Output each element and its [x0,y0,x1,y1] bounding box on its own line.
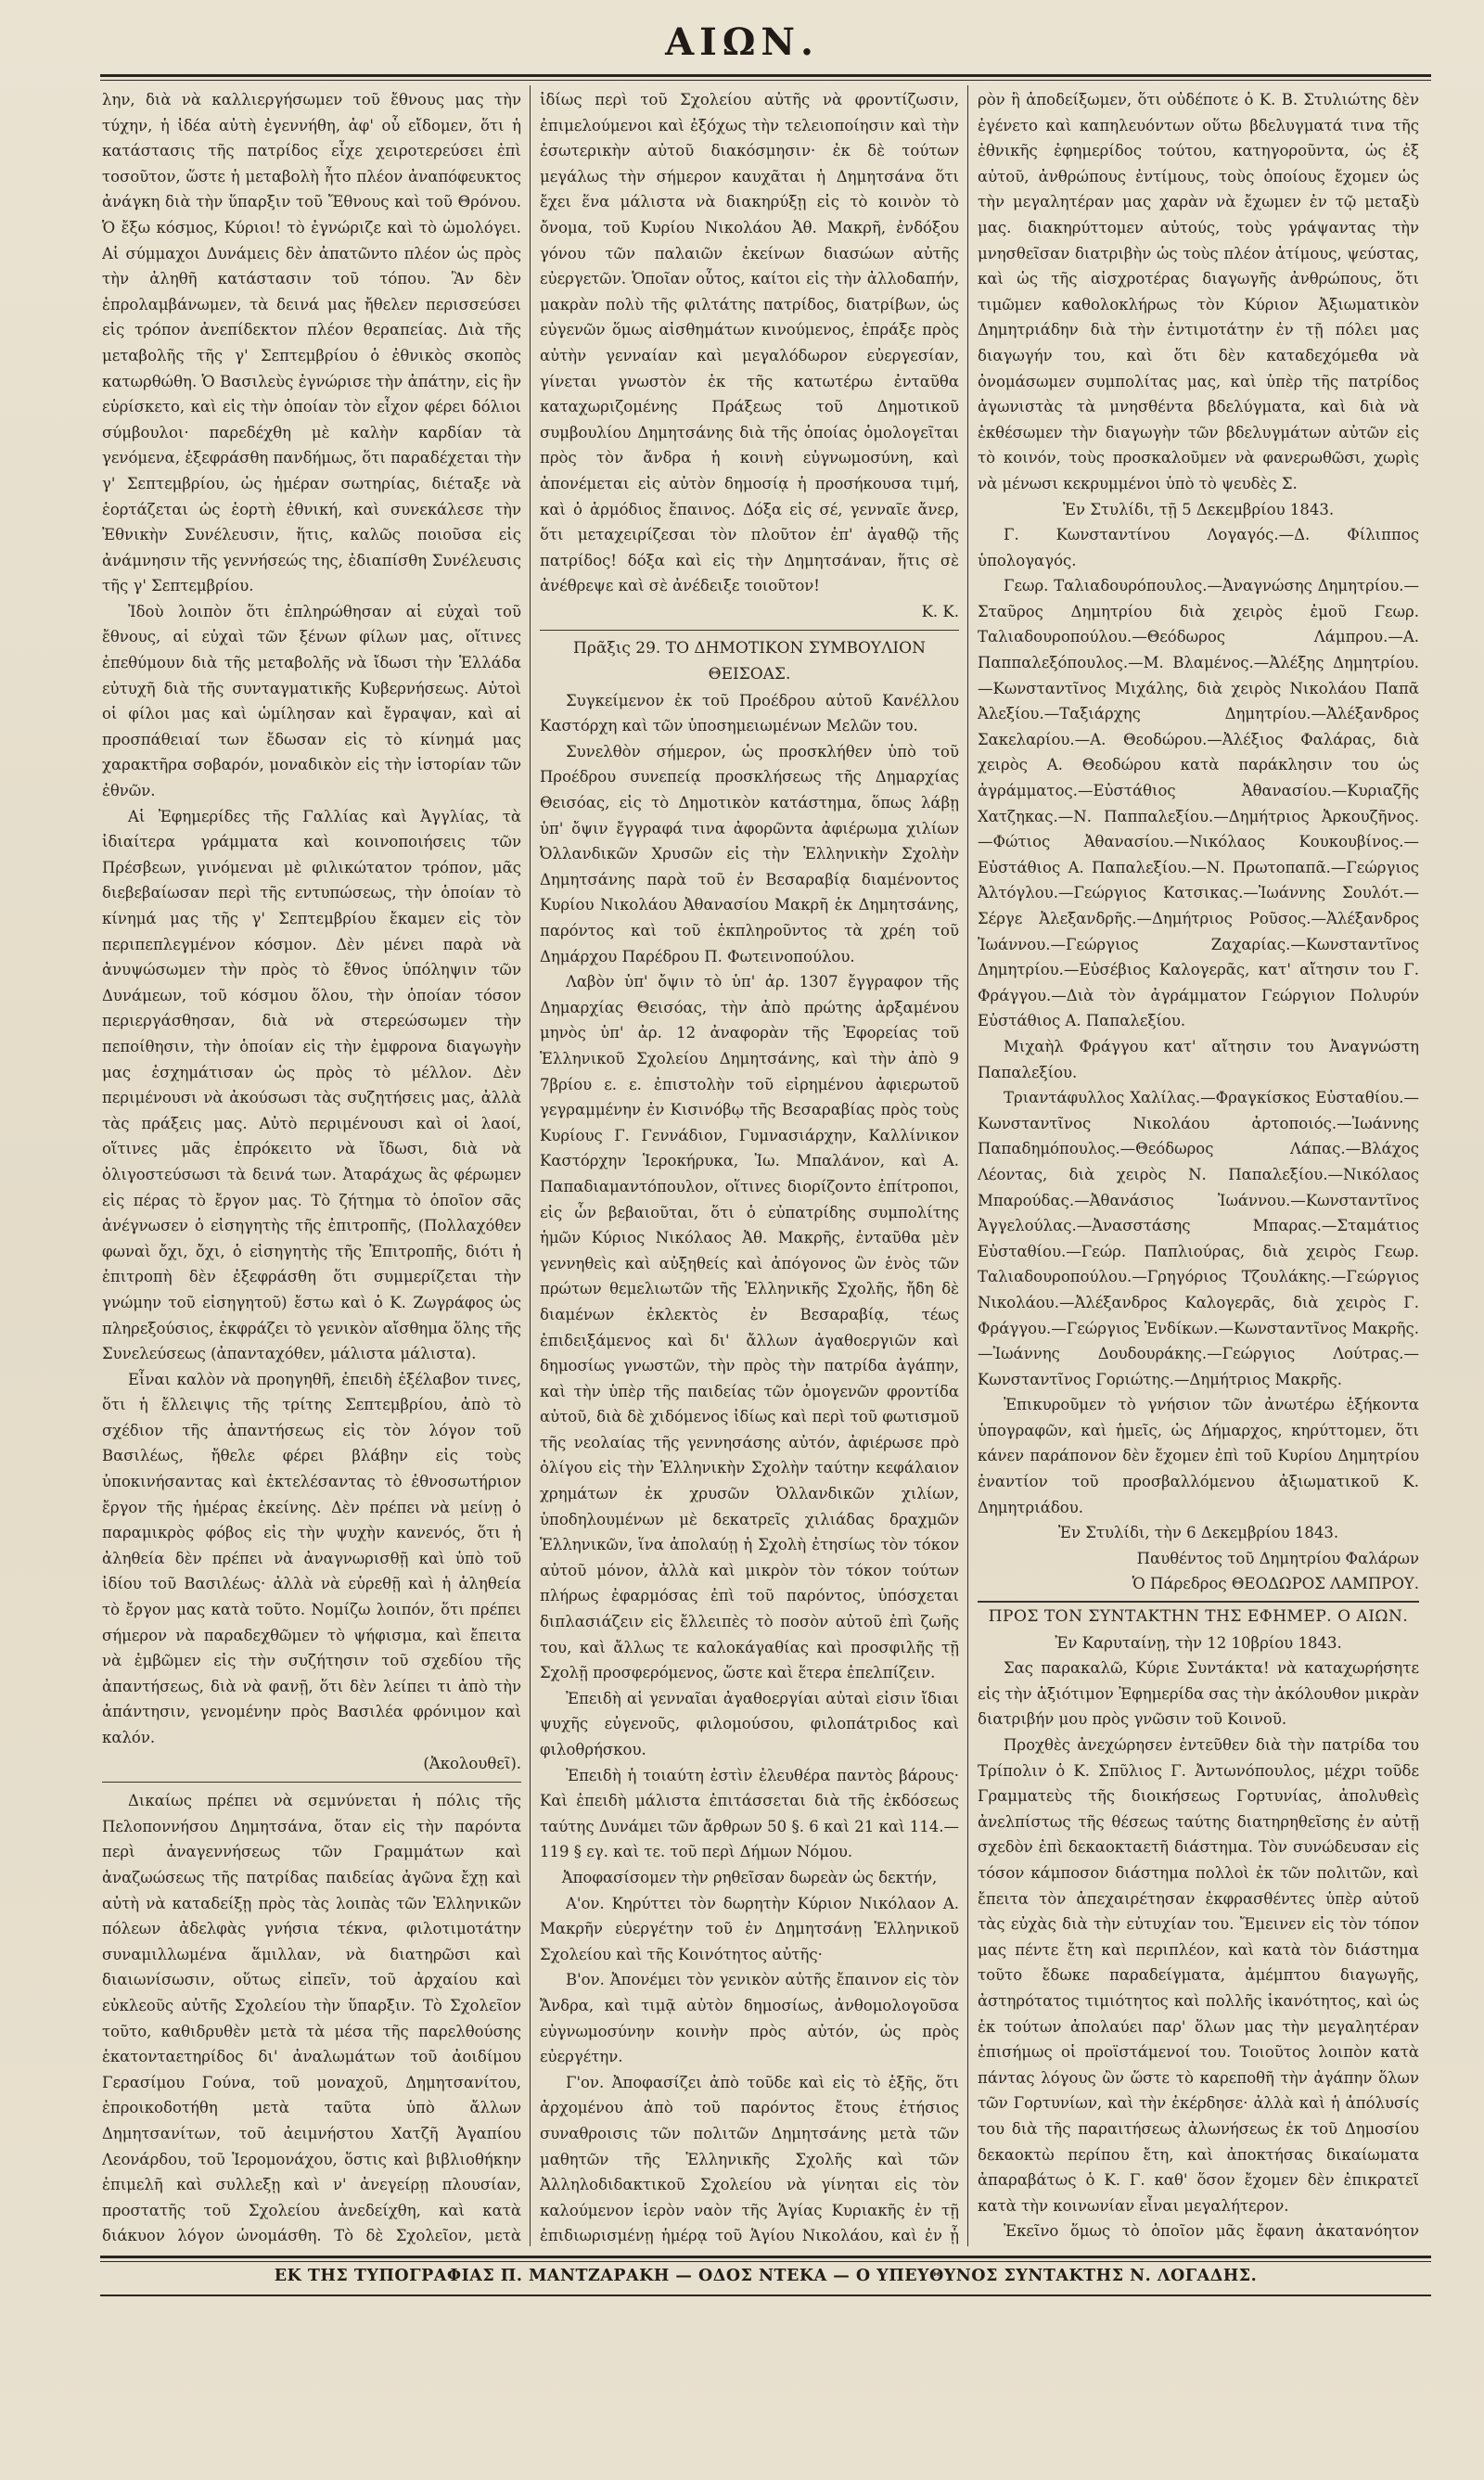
act-para: Γ'ον. Ἀποφασίζει ἀπὸ τοῦδε καὶ εἰς τὸ ἑξῆς, ὅτι ἀρχομένου ἀπὸ τοῦ παρόντος ἔτους ἐτήσιος συναθροισις τῶν πολιτῶν Δημητσάνης μετὰ τῶν μαθητῶν τῆς Ἑλληνικῆς Σχολῆς καὶ τῶν Ἀλληλοδιδακτικοῦ Σχολείου νὰ γίνηται εἰς τὸν καλούμενον ἱερὸν ναὸν τῆς Ἁγίας Κυριακῆς ἐν τῇ ἐπιδιωρισμένῃ ἡμέρᾳ τοῦ Ἁγίου Νικολάου, καὶ ἐν ᾗ [540,2073,959,2245]
letter-title: ΠΡΟΣ ΤΟΝ ΣΥΝΤΑΚΤΗΝ ΤΗΣ ΕΦΗΜΕΡ. Ο ΑΙΩΝ. [988,1607,1409,1627]
column-2 [540,87,959,2246]
col3-intro-date: Ἐν Στυλίδι, τῇ 5 Δεκεμβρίου 1843. [1062,500,1335,518]
certification-date: Ἐν Στυλίδι, τὴν 6 Δεκεμβρίου 1843. [1057,1524,1339,1542]
col1-para: Δικαίως πρέπει νὰ σεμνύνεται ἡ πόλις τῆς Πελοποννήσου Δημητσάνα, ὅταν εἰς τὴν παρόντα περὶ ἀναγεννήσεως τῶν Γραμμάτων καὶ ἀναζωώσεως τῆς πατρίδας παιδείας ἀγῶνα ἔχῃ καὶ αὐτὴ νὰ καταδείξῃ πρὸς τὰς λοιπὰς τῶν Ἑλληνικῶν πόλεων ἀδελφὰς γνήσια τέκνα, φιλοτιμοτάτην συναμιλλωμένα ἅμιλλαν, νὰ διατηρῶσι καὶ διαιωνίσωσιν, οὕτως εἰπεῖν, τοῦ ἀρχαίου καὶ εὐκλεοῦς αὐτῆς Σχολείου τὴν ὕπαρξιν. Τὸ Σχολεῖον τοῦτο, καθιδρυθὲν μετὰ τὰ μέσα τῆς παρελθούσης ἑκατονταετηρίδος δι' ἀναλωμάτων τοῦ ἀοιδίμου Γερασίμου Γούνα, τοῦ μοναχοῦ, Δημητσανίτου, ἐπροικοδοτήθη μετὰ ταῦτα ὑπὸ ἄλλων Δημητσανίτων, τοῦ ἀειμνήστου Χατζῆ Ἀγαπίου Λεονάρδου, τοῦ Ἱερομονάχου, ὅστις καὶ βιβλιοθήκην ἐπιμελῆ καὶ συλλεξῃ καὶ ν' ἀνεγείρῃ πλουσίαν, προστατῆς τοῦ Σχολείου ἀνεδείχθη, καὶ κατὰ διάκυον λόγον ὡνομάσθη. Τὸ δὲ Σχολεῖον, μετὰ [102,1792,521,2245]
footer-rule-bottom [100,2295,1431,2296]
top-rule-thin [100,80,1431,81]
letter-date: Ἐν Καρυταίνῃ, τὴν 12 10βρίου 1843. [1055,1633,1342,1652]
letter-para: Προχθὲς ἀνεχώρησεν ἐντεῦθεν διὰ τὴν πατρίδα του Τρίπολιν ὁ Κ. Σπῦλιος Γ. Ἀντωνόπουλος, μέχρι τοῦδε Γραμματεὺς τῆς διοικήσεως Γορτυνίας, ἀπολυθεὶς ἀνελπίστως τῆς θέσεως ταύτης διατηρηθεῖσης ἐν αὐτῇ σχεδὸν ἐπὶ δεκαοκταετῆ διάστημα. Τὸν συνώδευσαν εἰς τόσον κάμποσον διάστημα πολλοὶ ἐκ τῶν πολιτῶν, καὶ ἔπειτα τὸν ἀπεχαιρέτησαν ἐκφρασθέντες ὑπὲρ αὐτοῦ τὰς εὐχὰς διὰ τὴν εὐτυχίαν του. Ἔμεινεν εἰς τὸν τόπον μας πέντε ἔτη καὶ περιπλέον, καὶ κατὰ τὸν διάστημα τοῦτο ἔδωκε παραδείγματα, ἀμέμπτου διαγωγῆς, ἀστηρότατος τιμιότητος καὶ πολλῆς ἱκανότητος, καὶ ὡς ἐκ τούτων ἀπολαύει παρ' ὅλων μας τὴν μεγαλητέραν ἐπισήμως οἱ προϊστάμενοί του. Τοιοῦτος λοιπὸν κατὰ πάντας λόγους ὢν ὥστε τὸ καρεποθῆ τὴν ἀγάπην ὅλων τῶν Γορτυνίων, καὶ τὴν ἐκέρδησε· ἀλλὰ καὶ ἡ ἀπόλυσίς του διὰ τῆς παραιτήσεως ἀλωνήσεως ἐκ τοῦ Δημοσίου δεκαοκτὼ περίπου ἔτη, καὶ ἀποκτήσας δικαίωματα ἀπαραβάτως ὁ Κ. Γ. καθ' ὅσον ἔχομεν δὲν ἐπικρατεῖ κατὰ τὴν κοινωνίαν εἶναι μεγαλήτερον. [978,1736,1419,2215]
column-3 [978,87,1419,2246]
col1-para: λην, διὰ νὰ καλλιεργήσωμεν τοῦ ἔθνους μας τὴν τύχην, ἡ ἰδέα αὐτὴ ἐγεννήθη, ἀφ' οὗ εἴδομεν, ὅτι ἡ κατάστασις τῆς πατρίδος εἶχε χειροτερεύσει ἐπὶ τοσοῦτον, ὥστε ἡ μεταβολὴ ἦτο πλέον ἀναπόφευκτος ἀνάγκη διὰ τὴν ὕπαρξιν τοῦ Ἔθνους καὶ τοῦ Θρόνου. Ὁ ἔξω κόσμος, Κύριοι! τὸ ἐγνώριζε καὶ τὸ ὡμολόγει. Αἱ σύμμαχοι Δυνάμεις δὲν ἀπατῶντο πλέον ὡς πρὸς τὴν ἀληθῆ κατάστασιν τοῦ τόπου. Ἂν δὲν ἐπρολαμβάνωμεν, τὰ δεινά μας ἤθελεν περισσεύσει εἰς τρόπον ἀνεπίδεκτον πλέον θεραπείας. Διὰ τῆς μεταβολῆς τῆς γ' Σεπτεμβρίου ὁ ἐθνικὸς σκοπὸς κατωρθώθη. Ὁ Βασιλεὺς ἐγνώρισε τὴν ἀπάτην, εἰς ἣν εὑρίσκετο, καὶ εἰς τὴν ὁποίαν τὸν εἶχον φέρει δόλιοι σύμβουλοι· παρεδέχθη μὲ καλὴν καρδίαν τὰ γενόμενα, ἐξεφράσθη πανδήμως, ὅτι παραδέχεται τὴν γ' Σεπτεμβρίου, ὡς ἡμέραν σωτηρίας, διέταξε νὰ ἑορτάζεται ὡς ἑορτὴ ἐθνική, καὶ συνεκάλεσε τὴν Ἐθνικὴν Συνέλευσιν, ἥτις, καλῶς ποιοῦσα εἰς ἀνάμνησιν τῆς γεννήσεώς της, ἐδιαπίσθη Συνέλευσις τῆς γ' Σεπτεμβρίου. [102,91,521,595]
act-para: Συνελθὸν σήμερον, ὡς προσκλήθεν ὑπὸ τοῦ Προέδρου συνεπείᾳ προσκλήσεως τῆς Δημαρχίας Θεισόας, εἰς τὸ Δημοτικὸν κατάστημα, ὅπως λάβῃ ὑπ' ὄψιν ἔγγραφά τινα ἀφορῶντα ἀφιέρωμα χιλίων Ὀλλανδικῶν Χρυσῶν εἰς τὴν Ἑλληνικὴν Σχολὴν Δημητσάνης παρὰ τοῦ ἐν Βεσαραβίᾳ διαμένοντος Κυρίου Νικολάου Ἀθανασίου Μακρῆ ἐκ Δημητσάνης, παρόντος καὶ τοῦ ἐκπληροῦντος τὰ χρέη τοῦ Δημάρχου Παρέδρου Π. Φωτεινοπούλου. [540,742,959,965]
imprint-footer: ΕΚ ΤΗΣ ΤΥΠΟΓΡΑΦΙΑΣ Π. ΜΑΝΤΖΑΡΑΚΗ — ΟΔΟΣ ΝΤΕΚΑ — Ο ΥΠΕΥΘΥΝΟΣ ΣΥΝΤΑΚΤΗΣ Ν. ΛΟΓΑΔΗΣ. [274,2267,1258,2285]
paredros-line: Ὁ Πάρεδρος ΘΕΟΔΩΡΟΣ ΛΑΜΠΡΟΥ. [1132,1575,1419,1593]
act-title: Πρᾶξις 29. ΤΟ ΔΗΜΟΤΙΚΟΝ ΣΥΜΒΟΥΛΙΟΝ ΘΕΙΣΟΑΣ. [573,639,926,684]
col1-para: Εἶναι καλὸν νὰ προηγηθῆ, ἐπειδὴ ἐξέλαβον τινες, ὅτι ἡ ἔλλειψις τῆς τρίτης Σεπτεμβρίου, ἀπὸ τὸ σχέδιον τῆς ἀπαντήσεως εἰς τὸν λόγον τοῦ Βασιλέως, ἤθελε φέρει βλάβην εἰς τοὺς ὑποκινήσαντας καὶ ἐκτελέσαντας τὸ ἐθνοσωτήριον ἔργον τῆς ἡμέρας ἐκείνης. Δὲν πρέπει νὰ μείνῃ ὁ παραμικρὸς φόβος εἰς τὴν ψυχὴν κανενός, ὅτι ἡ ἀληθεία δὲν πρέπει νὰ ἀναγνωρισθῇ καὶ ὑπὸ τοῦ ἰδίου τοῦ Βασιλέως· ἀλλὰ νὰ εὑρεθῇ καὶ ἡ ἀληθεία τὸ ἔργον μας κατὰ τοῦτο. Νομίζω λοιπόν, ὅτι πρέπει σήμερον νὰ παραδεχθῶμεν τὸ ψήφισμα, καὶ ἔπειτα νὰ ἐμβῶμεν εἰς τὴν συζήτησιν τοῦ σχεδίου τῆς ἀπαντήσεως, διὰ νὰ φανῇ, ὅτι δὲν λείπει τι ἀπὸ τὴν ἀπάντησιν, γενομένην πρὸς Βασιλέα φρόνιμον καὶ καλόν. [102,1370,521,1746]
signature-line: Μιχαὴλ Φράγγου κατ' αἴτησιν του Ἀναγνώστη Παπαλεξίου. [978,1037,1419,1081]
act-para: Λαβὸν ὑπ' ὄψιν τὸ ὑπ' ἀρ. 1307 ἔγγραφον τῆς Δημαρχίας Θεισόας, τὴν ἀπὸ πρώτης ἀρξαμένου μηνὸς ὑπ' ἀρ. 12 ἀναφορὰν τῆς Ἐφορείας τοῦ Ἑλληνικοῦ Σχολείου Δημητσάνης, καὶ τὴν ἀπὸ 9 7βρίου ε. ε. ἐπιστολὴν τοῦ εἰρημένου ἀφιερωτοῦ γεγραμμένην ἐν Κισινόβῳ τῆς Βεσαραβίας πρὸς τοὺς Κυρίους Γ. Γεννάδιον, Γυμνασιάρχην, Καλλίνικον Καστόρχην Ἱεροκήρυκα, Ἰω. Μπαλάνον, καὶ Α. Παπαδιαμαντόπουλον, οἵτινες διορίζοντο ἐπίτροποι, εἰς ὧν βεβαιοῦται, ὅτι ὁ εὐπατρίδης συμπολίτης ἡμῶν Κύριος Νικόλαος Ἀθ. Μακρῆς, ἐνταῦθα μὲν γεννηθεὶς καὶ αὐξηθείς καὶ ἀπόγονος ὢν ἑνὸς τῶν πρώτων θεμελιωτῶν τῆς Ἑλληνικῆς Σχολῆς, ἤδη δὲ διαμένων ἐκλεκτὸς ἐν Βεσαραβίᾳ, τέως ἐπιδειξάμενος καὶ δι' ἄλλων ἀγαθοεργιῶν καὶ δημοσίως γνωστῶν, τὴν πρὸς τὴν πατρίδα ἀγάπην, καὶ τὴν ὑπὲρ τῆς παιδείας τῶν ὁμογενῶν φροντίδα αὐτοῦ, διὰ δὲ χιδόμενος ἰδίως καὶ περὶ τοῦ φωτισμοῦ τῆς νεολαίας τῆς γεννησάσης αὐτόν, ἀφιέρωσε πρὸ ὀλίγου εἰς τὴν Ἑλληνικὴν Σχολὴν ταύτην κεφάλαιον χρημάτων ἐκ χρυσῶν Ὀλλανδικῶν χιλίων, ὑποδηλουμένων μὲ δεκατρεῖς χιλιάδας δραχμῶν Ἑλληνικῶν, ἵνα ἀπολαύῃ ἡ Σχολὴ ἐτησίως τὸν τόκον αὐτοῦ μόνον, ἀλλὰ καὶ μικρὸν τὸν τόκον τούτων πλήρως ἐφαρμόσας ἐπὶ τοῦ παρόντος, ὑπόσχεται διπλασιάζειν εἰς ἔλλειπὲς τὸ ποσὸν αὐτοῦ ἐπὶ ζωῆς του, καὶ ἄλλως τε καλοκάγαθίας καὶ προσφιλῆς τῇ Σχολῇ προσφερόμενος, ὥστε καὶ ἕτερα ἐπελπίζειν. [540,973,959,1682]
certification-para: Ἐπικυροῦμεν τὸ γνήσιον τῶν ἀνωτέρω ἑξήκοντα ὑπογραφῶν, καὶ ἡμεῖς, ὡς Δήμαρχος, κηρύττομεν, ὅτι κάνεν παράπονον δὲν ἔχομεν ἐπὶ τοῦ Κυρίου Δημητρίου ἐναντίον τοῦ προσβαλλόμενου ἀξιωματικοῦ Κ. Δημητριάδου. [978,1396,1419,1516]
column-divider-1 [530,85,531,2246]
act-para: Ἐπειδὴ αἱ γενναῖαι ἀγαθοεργίαι αὐταὶ εἰσιν ἴδιαι ψυχῆς εὐγενοῦς, φιλομούσου, φιλοπάτριδος καὶ φιλοθρήσκου. [540,1689,959,1758]
top-rule [100,74,1431,77]
signature-list: Τριαντάφυλλος Χαλίλας.—Φραγκίσκος Εὐσταθίου.—Κωνσταντῖνος Νικολάου ἀρτοποιός.—Ἰωάννης Παπαδημόπουλος.—Θεόδωρος Λάπας.—Βλάχος Λέοντας, διὰ χειρὸς Ν. Παπαλεξίου.—Νικόλαος Μπαρούδας.—Ἀθανάσιος Ἰωάννου.—Κωνσταντῖνος Ἀγγελούλας.—Ἀνασστάσης Μπαρας.—Σταμάτιος Εὐσταθίου.—Γεώρ. Παπλιούρας, διὰ χειρὸς Γεωρ. Ταλιαδουροπούλου.—Γρηγόριος Τζουλάκης.—Γεώργιος Νικολάου.—Ἀλέξανδρος Καλογερᾶς, διὰ χειρὸς Γ. Φράγγου.—Γεώργιος Ἐνδίκων.—Κωνσταντῖνος Μακρῆς.—Ἰωάννης Δουδουράκης.—Γεώργιος Λούτρας.—Κωνσταντῖνος Γοριώτης.—Δημήτριος Μακρῆς. [978,1089,1419,1388]
act-decision: Ἀποφασίσομεν τὴν ρηθεῖσαν δωρεὰν ὡς δεκτήν, [561,1868,938,1886]
signature-line: Γ. Κωνσταντίνου Λογαγός.—Δ. Φίλιππος ὑπολογαγός. [978,526,1419,569]
section-divider [102,1782,521,1783]
letter-para: Ἐκεῖνο ὅμως τὸ ὁποῖον μᾶς ἔφανη ἀκατανόητον [1004,2222,1419,2241]
col1-para: Αἱ Ἐφημερίδες τῆς Γαλλίας καὶ Ἀγγλίας, τὰ ἰδιαίτερα γράμματα καὶ κοινοποιήσεις τῶν Πρέσβεων, γινόμεναι μὲ φιλικώτατον τρόπον, μᾶς διεβεβαίωσαν περὶ τῆς εντυπώσεως, τὴν ὁποίαν τὸ κίνημά μας τῆς γ' Σεπτεμβρίου ἔκαμεν εἰς τὸν περιπεπλεγμένον κόσμον. Δὲν μένει παρὰ νὰ ἀνυψώσωμεν τὴν πρὸς τὸ ἔθνος ὑπόληψιν τῶν Δυνάμεων, τοῦ κόσμου ὅλου, τὴν ὁποίαν τόσον περιεργάσθησαν, διὰ νὰ στερεώσωμεν τὴν πεποίθησιν, τὴν ὁποίαν εἰς τὴν ἐμφρονα διαγωγὴν μας ἐσχημάτισαν ὡς πρὸς τὸ μέλλον. Δὲν περιμένουσι νὰ ἀκούσωσι τὰς συζητήσεις μας, ἀλλὰ τὰς πράξεις μας. Αὐτὸ περιμένουσι καὶ οἱ λαοί, οἵτινες μᾶς ἐπρόκειτο νὰ ἴδωσι, διὰ νὰ ὀλιγοστεύσωσι τὰ δεινά των. Ἀταράχως ἂς φέρωμεν εἰς πέρας τὸ ἔργον μας. Τὸ ζήτημα τὸ ὁποῖον σᾶς ἀνέγνωσεν ὁ εἰσηγητὴς τῆς ἐπιτροπῆς, (Πολλαχόθεν φωναὶ ὄχι, ὄχι, ὁ εἰσηγητὴς τῆς Ἐπιτροπῆς, διότι ἡ ἐπιτροπὴ δὲν ἐξεφράσθη ὅτι συμμερίζεται τὴν γνώμην τοῦ εἰσηγητοῦ) ἔστω καὶ ὁ Κ. Ζωγράφος ὡς πληρεξούσιος, ἐκφράζει τὸ γενικὸν αἴσθημα ὅλης τῆς Συνελεύσεως (ἀπανταχόθεν, μάλιστα μάλιστα). [102,807,521,1363]
act-para: Α'ον. Κηρύττει τὸν δωρητὴν Κύριον Νικόλαον Α. Μακρῆν εὐεργέτην τοῦ ἐν Δημητσάνῃ Ἑλληνικοῦ Σχολείου καὶ τῆς Κοινότητος αὐτῆς· [540,1894,959,1963]
col2-intro: ἰδίως περὶ τοῦ Σχολείου αὐτῆς νὰ φροντίζωσιν, ἐπιμελούμενοι καὶ ἐξόχως τὴν τελειοποίησιν καὶ τὴν ἐσωτερικὴν αὐτοῦ διακόσμησιν· ἐκ δὲ τούτων μεγάλως τὴν σήμερον καυχᾶται ἡ Δημητσάνα ὅτι ἔχει ἕνα μάλιστα νὰ διακηρύξῃ εἰς τὸ κοινὸν τὸ ὄνομα, τοῦ Κυρίου Νικολάου Ἀθ. Μακρῆ, ἐνδόξου γόνου τῶν παλαιῶν ἐκείνων διασώων αὐτῆς εὐεργετῶν. Ὁποῖαν οὗτος, καίτοι εἰς τὴν ἀλλοδαπήν, μακρὰν πολὺ τῆς φιλτάτης πατρίδος, διατρίβων, ὡς εὐγενῶν ὅμως αἰσθημάτων κινούμενος, ἐπράξε πρὸς αὐτὴν γενναίαν καὶ μεγαλόδωρον εὐεργεσίαν, γίνεται γνωστὸν ἐκ τῆς κατωτέρω ἐνταῦθα καταχωριζομένης Πράξεως τοῦ Δημοτικοῦ συμβουλίου Δημητσάνης διὰ τῆς ὁποίας ὁμολογεῖται πρὸς τὸν ἄνδρα ἡ κοινὴ εὐγνωμοσύνη, καὶ ἀπονέμεται εἰς αὐτὸν δημοσίᾳ ἡ προσήκουσα τιμή, καὶ ὁ ἁρμόδιος ἔπαινος. Δόξα εἰς σέ, γενναῖε ἄνερ, ὅτι μεταχειρίζεσαι τὸν πλοῦτον ἐπ' ἀγαθῷ τῆς πατρίδος! δόξα καὶ εἰς τὴν Δημητσάναν, ἥτις σὲ ἀνέθρεψε καὶ σὲ ἀνέδειξε τοιοῦτον! [540,91,959,595]
col1-para: Ἰδοὺ λοιπὸν ὅτι ἐπληρώθησαν αἱ εὐχαὶ τοῦ ἔθνους, αἱ εὐχαὶ τῶν ξένων φίλων μας, οἵτινες ἐπεθύμουν διὰ τῆς μεταβολῆς νὰ ἴδωσι τὴν Ἑλλάδα εὐτυχῆ διὰ τῆς συνταγματικῆς Κυβερνήσεως. Αὐτοὶ οἱ φίλοι μας καὶ ὡμίλησαν καὶ ἔγραψαν, καὶ αἱ προσπάθειαί των ἔδωσαν εἰς τὸ κίνημά μας χαρακτῆρα σοβαρόν, μοναδικὸν εἰς τὴν ἱστορίαν τῶν ἐθνῶν. [102,602,521,800]
section-divider [540,630,959,631]
col3-intro: ρὸν ἢ ἀποδείξωμεν, ὅτι οὐδέποτε ὁ Κ. Β. Στυλιώτης δὲν ἐγένετο καὶ καπηλευόντων οὕτω βδελυγματά τινα τῆς ἐθνικῆς ἐφημερίδος τούτου, κατηγοροῦντα, ὡς ἐξ αὐτοῦ, ἀνθρώπους ἐντίμους, τοὺς ὁποίους ἔχομεν ὡς τὴν μεγαλητέραν μας χαρὰν νὰ ἔχωμεν ἐν τῷ μεταξὺ μας. διακηρύττομεν αὐτούς, τοὺς γράψαντας τὴν μνησθεῖσαν διατριβὴν ὡς τοὺς πλέον ἀτίμους, ψεύστας, καὶ ὡς τῆς αἰσχροτέρας διαγωγῆς ἀνθρώπους, ὅτι τιμῶμεν καθολοκλήρως τὸν Κύριον Ἀξιωματικὸν Δημητριάδην διὰ τὴν ἐντιμοτάτην ἐν τῇ πόλει μας διαγωγήν του, καὶ ὅτι δὲν καταδεχόμεθα νὰ ὀνομάσωμεν συμπολίτας μας, καὶ ὑπὲρ τῆς πατρίδος ἀγωνιστὰς τὰ μνησθέντα βδελύγματα, καὶ διὰ νὰ ἐκθέσωμεν τὴν διαγωγὴν τῶν βδελυγμάτων αὐτῶν εἰς τὸ κοινόν, τοὺς προσκαλοῦμεν νὰ φανερωθῶσι, χωρὶς νὰ μένωσι κεκρυμμένοι ὑπὸ τὸ ψευδὲς Σ. [978,91,1419,492]
col2-intro-signature: Κ. Κ. [921,602,959,620]
act-para: Β'ον. Ἀπονέμει τὸν γενικὸν αὐτῆς ἔπαινον εἰς τὸν Ἄνδρα, καὶ τιμᾷ αὐτὸν δημοσίως, ἀνθομολογοῦσα εὐγνωμοσύνην κοινὴν πρὸς αὐτόν, ὡς πρὸς εὐεργέτην. [540,1971,959,2066]
column-divider-2 [967,85,968,2246]
act-para: Ἐπειδὴ ἡ τοιαύτη ἐστὶν ἐλευθέρα παντὸς βάρους· Καὶ ἐπειδὴ μάλιστα ἐπιτάσσεται διὰ τῆς ἐκδόσεως ταύτης Δυνάμει τῶν ἄρθρων 50 §. 6 καὶ 21 καὶ 114.—119 § εγ. καὶ τε. τοῦ περὶ Δήμων Νόμου. [540,1766,959,1861]
col1-continued-note: (Ἀκολουθεῖ). [423,1754,521,1772]
masthead-title: ΑΙΩΝ. [665,20,819,64]
mayor-line: Παυθέντος τοῦ Δημητρίου Φαλάρων [1136,1549,1419,1567]
signature-list: Γεωρ. Ταλιαδουρόπουλος.—Ἀναγνώσης Δημητρίου.—Σταῦρος Δημητρίου διὰ χειρὸς ἐμοῦ Γεωρ. Ταλιαδουροπούλου.—Θεόδωρος Λάμπρου.—Α. Παππαλεξόπουλος.—Μ. Βλαμένος.—Ἀλέξης Δημητρίου.—Κωνσταντῖνος Μιχάλης, διὰ χειρὸς Νικολάου Παπᾶ Ἀλεξίου.—Ταξιάρχης Δημητρίου.—Ἀλέξανδρος Σακελαρίου.—Α. Θεοδώρου.—Ἀλέξιος Φαλάρας, διὰ χειρὸς Α. Θεοδώρου κατὰ παράκλησιν του ὡς ἀγράμματος.—Εὐστάθιος Ἀθανασίου.—Κυριαζῆς Χατζηκας.—Ν. Παππαλεξίου.—Δημήτριος Ἀρκουζῆνος.—Φώτιος Ἀθανασίου.—Νικόλαος Κουκουβίνος.—Εὐστάθιος Α. Παπαλεξίου.—Ν. Πρωτοπαπᾶ.—Γεώργιος Ἀλτόγλου.—Γεώργιος Κατσικας.—Ἰωάννης Σουλότ.—Σέργε Ἀλεξανδρῆς.—Δημήτριος Ροῦσος.—Ἀλέξανδρος Ἰωάννου.—Γεώργιος Ζαχαρίας.—Κωνσταντῖνος Δημητρίου.—Εὐσέβιος Καλογερᾶς, κατ' αἴτησιν του Γ. Φράγγου.—Διὰ τὸν ἀγράμματον Γεώργιον Πολυρύν Εὐστάθιος Α. Παπαλεξίου. [978,577,1419,1030]
letter-para: Σας παρακαλῶ, Κύριε Συντάκτα! νὰ καταχωρήσητε εἰς τὴν ἀξιότιμον Ἐφημερίδα σας τὴν ἀκόλουθον μικρὰν διατριβήν μου πρὸς γνῶσιν τοῦ Κοινοῦ. [978,1659,1419,1729]
section-divider [978,1601,1419,1603]
footer-rule [100,2256,1431,2258]
act-para: Συγκείμενον ἐκ τοῦ Προέδρου αὐτοῦ Κανέλλου Καστόρχη καὶ τῶν ὑποσημειωμένων Μελῶν του. [540,691,959,735]
column-1 [102,87,521,2246]
footer-rule-thin [100,2261,1431,2262]
